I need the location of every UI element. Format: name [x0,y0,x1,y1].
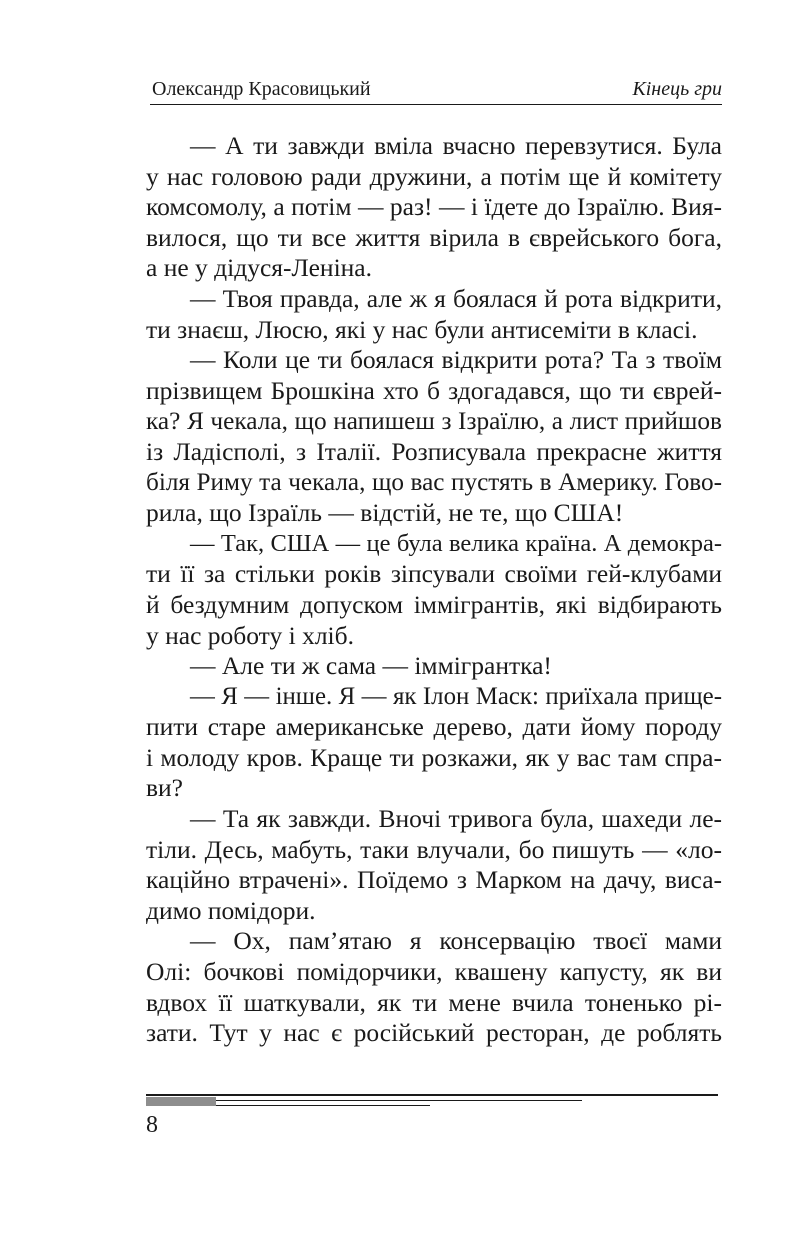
text-line: ти її за стільки років зіпсували своїми гей-клубами [146,559,722,589]
text-line: вилося, що ти все життя вірила в єврейського бога, [146,222,722,252]
text-line: Олі: бочкові помідорчики, квашену капусту, як ви [146,957,722,987]
text-line: зати. Тут у нас є російський ресторан, де роблять [146,1018,722,1048]
running-head-author: Олександр Красовицький [152,78,371,100]
text-line: у нас роботу і хліб. [146,620,354,650]
footer-rule-long [146,1094,718,1096]
body-text [146,131,722,1049]
text-line: комсомолу, а потім — раз! — і їдете до Ізраїлю. Вия- [146,192,722,222]
text-line: і молоду кров. Краще ти розкажи, як у вас там спра- [146,742,722,772]
text-line: — Але ти ж сама — іммігрантка! [190,651,552,681]
text-line: ти знаєш, Люсю, які у нас були антисеміти в класі. [146,314,698,344]
footer-rules [146,1092,722,1112]
text-line: — А ти завжди вміла вчасно перевзутися. Була [190,131,722,160]
text-line: — Твоя правда, але ж я боялася й рота відкрити, [190,283,722,313]
text-line: — Я — інше. Я — як Ілон Маск: приїхала прище- [190,682,722,710]
text-line: рила, що Ізраїль — відстій, не те, що США! [146,498,624,528]
footer-rule-short [216,1105,430,1106]
text-line: вдвох її шаткували, як ти мене вчила тоненько рі- [146,987,722,1017]
text-line: димо помідори. [146,895,316,925]
header-rule [150,104,722,105]
text-line: прізвищем Брошкіна хто б здогадався, що ти єврей- [146,375,722,405]
footer-rule-medium [216,1100,582,1101]
text-line: каційно втрачені». Поїдемо з Марком на дачу, виса- [146,865,722,895]
text-line: — Коли це ти боялася відкрити рота? Та з твоїм [190,345,722,375]
text-line: біля Риму та чекала, що вас пустять в Америку. Гово- [146,468,722,496]
footer-rule-gray-block [146,1097,216,1106]
text-line: — Так, США — це була велика країна. А демокра- [190,529,722,557]
text-line: ка? Я чекала, що напишеш з Ізраїлю, а лист прийшов [146,407,722,436]
text-line: із Ладісполі, з Італії. Розписувала прекрасне життя [146,436,722,466]
text-line: а не у дідуся-Леніна. [146,253,372,283]
text-line: — Ох, пам’ятаю я консервацію твоєї мами [190,926,722,956]
text-line: ви? [146,773,184,803]
running-head [152,76,722,106]
text-line: у нас головою ради дружини, а потім ще й комітету [146,161,722,191]
running-head-title: Кінець гри [632,78,722,100]
page-number: 8 [146,1112,158,1138]
text-line: пити старе американське дерево, дати йому породу [146,712,722,742]
text-line: й бездумним допуском іммігрантів, які відбирають [146,589,722,619]
text-line: тіли. Десь, мабуть, таки влучали, бо пишуть — «ло- [146,834,722,864]
text-line: — Та як завжди. Вночі тривога була, шахеди ле- [190,804,722,834]
